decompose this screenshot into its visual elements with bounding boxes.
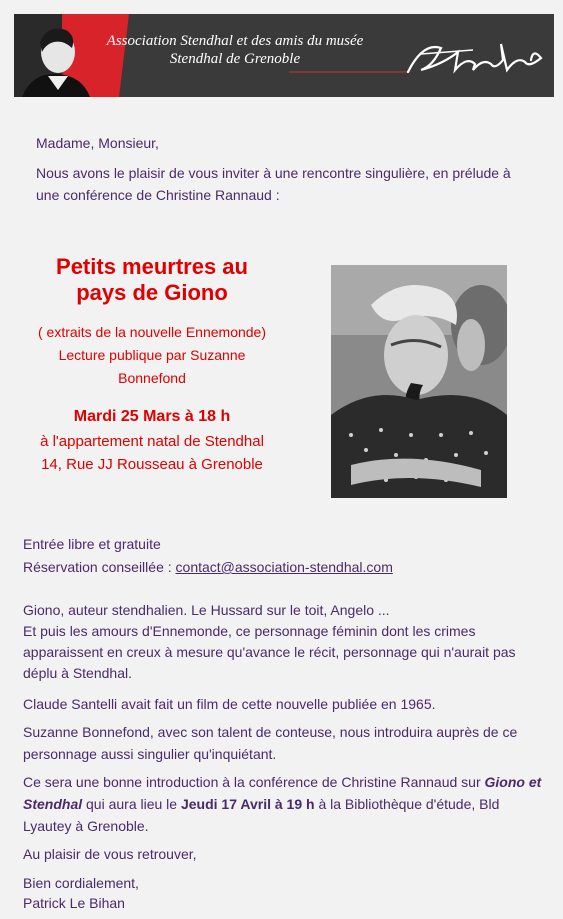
giono-photo <box>331 265 507 498</box>
paragraph-giono <box>23 600 543 684</box>
entry-text: Entrée libre et gratuite <box>23 536 161 552</box>
conference-text-before: Ce sera une bonne introduction à la conférence de Christine Rannaud sur <box>23 774 485 790</box>
greeting: Madame, Monsieur, <box>36 135 159 151</box>
event-venue-line2: 14, Rue JJ Rousseau à Grenoble <box>41 456 263 473</box>
event-details <box>22 321 282 390</box>
banner-title <box>90 32 380 68</box>
header-banner <box>14 14 554 97</box>
event-reader-line2: Bonnefond <box>118 370 186 386</box>
banner-title-line2: Stendhal de Grenoble <box>169 51 301 67</box>
event-subtitle: ( extraits de la nouvelle Ennemonde) <box>37 324 267 340</box>
paragraph-giono-line1: Giono, auteur stendhalien. Le Hussard sur le toit, Angelo ... <box>23 602 390 618</box>
event-venue <box>22 430 282 476</box>
paragraph-conference <box>23 771 543 837</box>
reservation-email-link[interactable]: contact@association-stendhal.com <box>175 559 393 575</box>
conference-text-middle: qui aura lieu le <box>82 796 181 812</box>
conference-work-title: Giono et Stendhal <box>23 774 542 812</box>
event-reader-line1: Lecture publique par Suzanne <box>58 347 246 363</box>
conference-date: Jeudi 17 Avril à 19 h <box>180 796 315 812</box>
conference-text-after: à la Bibliothèque d'étude, Bld Lyautey à Grenoble. <box>23 796 500 834</box>
paragraph-santelli: Claude Santelli avait fait un film de cette nouvelle publiée en 1965. <box>23 696 436 712</box>
paragraph-giono-rest: Et puis les amours d'Ennemonde, ce personnage féminin dont les crimes apparaissent en creux à mesure qu'avance le récit, personnage qui n'aurait pas déplu à Stendhal. <box>23 623 516 681</box>
banner-title-line1: Association Stendhal et des amis du musée <box>106 33 364 49</box>
intro-paragraph: Nous avons le plaisir de vous inviter à une rencontre singulière, en prélude à une conférence de Christine Rannaud : <box>36 165 511 203</box>
reservation-label: Réservation conseillée : <box>23 559 176 575</box>
event-date: Mardi 25 Mars à 18 h <box>73 408 231 425</box>
reservation-line <box>23 556 543 578</box>
signature-name: Patrick Le Bihan <box>23 895 125 911</box>
event-title-line2: pays de Giono <box>76 280 228 305</box>
closing-pleasure: Au plaisir de vous retrouver, <box>23 846 197 862</box>
event-title <box>22 254 282 306</box>
stendhal-signature-icon <box>403 34 548 84</box>
closing-regards: Bien cordialement, <box>23 875 139 891</box>
event-title-line1: Petits meurtres au <box>56 254 248 279</box>
event-venue-line1: à l'appartement natal de Stendhal <box>40 433 264 450</box>
paragraph-bonnefond: Suzanne Bonnefond, avec son talent de conteuse, nous introduira auprès de ce personnage aussi singulier qu'inquiétant. <box>23 724 518 762</box>
